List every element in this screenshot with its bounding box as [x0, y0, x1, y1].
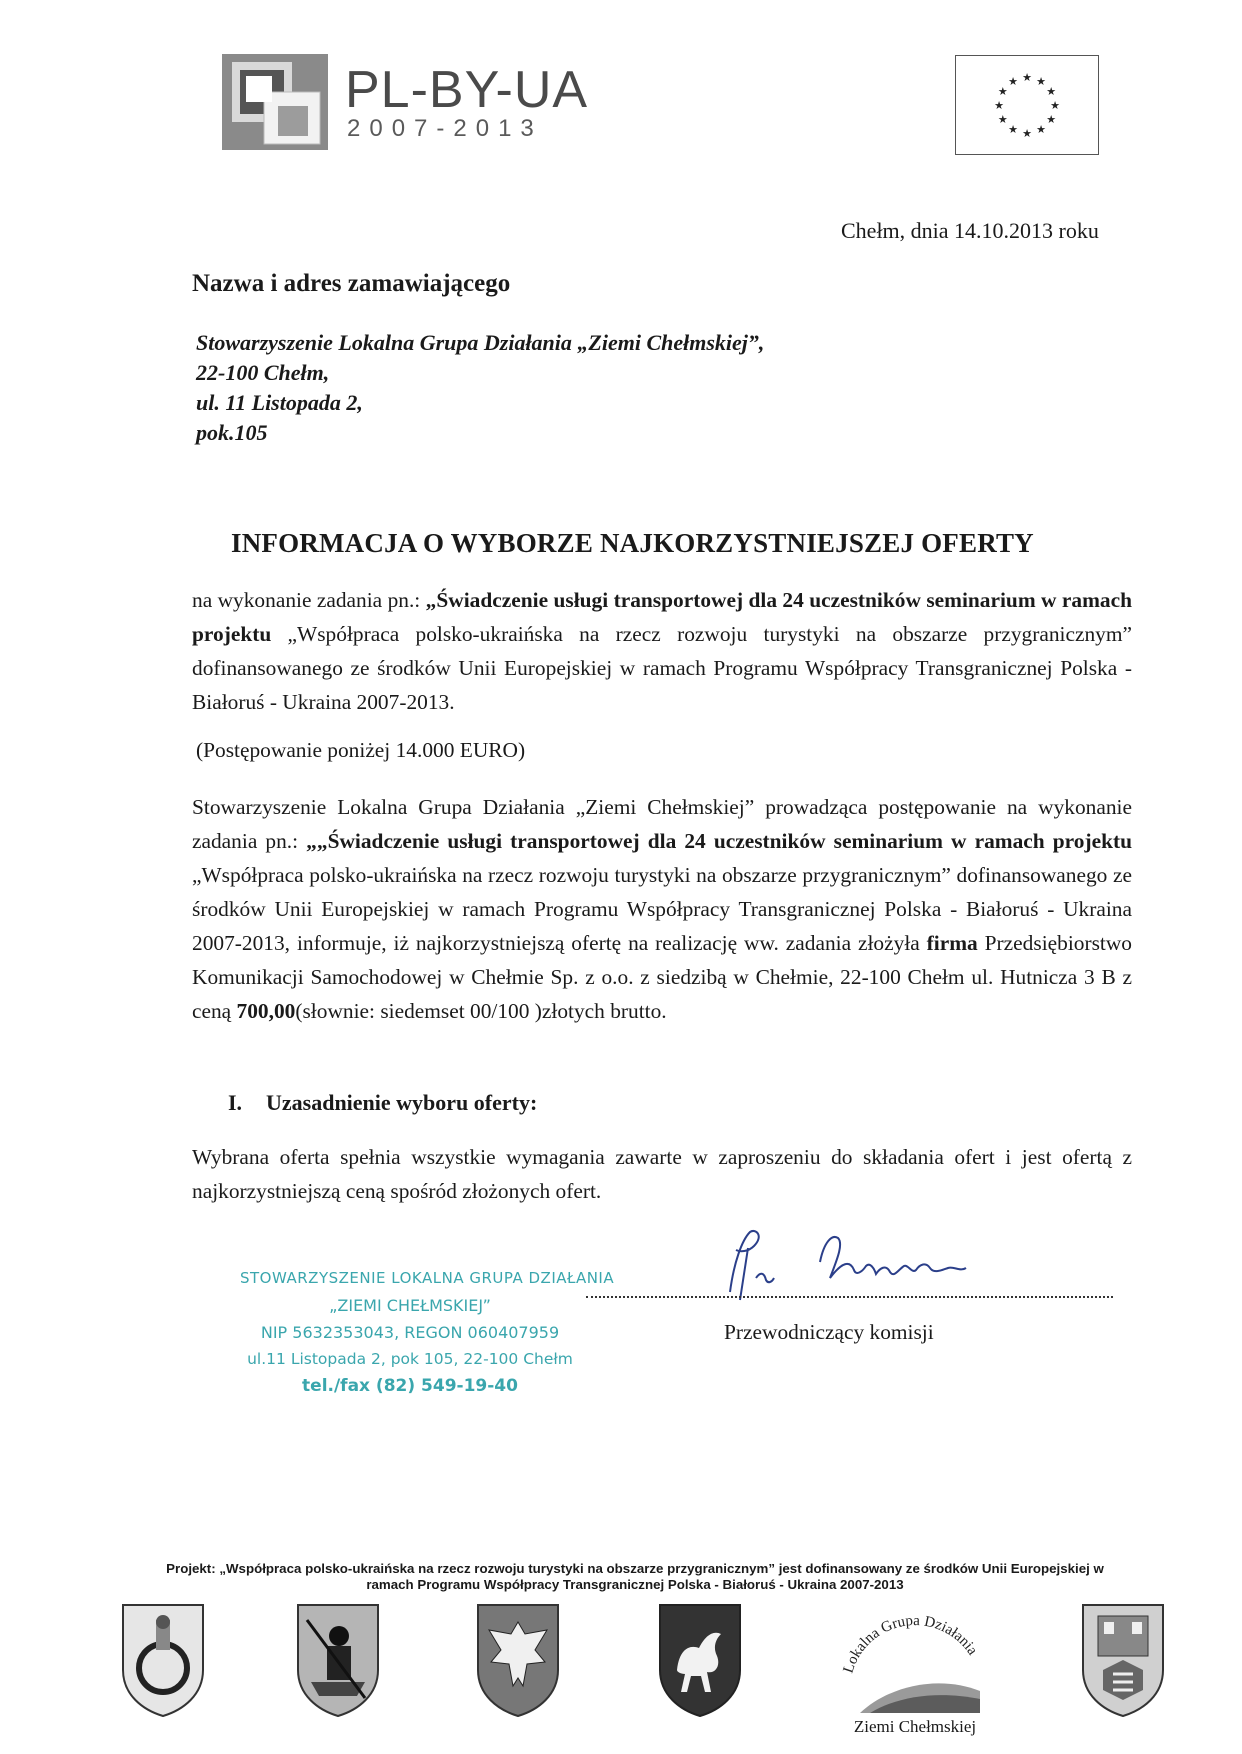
horseshoe-crest-icon — [118, 1600, 208, 1720]
program-logo-icon — [220, 52, 330, 152]
horse-crest-icon — [655, 1600, 745, 1720]
address-line: Stowarzyszenie Lokalna Grupa Działania „Ziemi Chełmskiej”, — [196, 330, 765, 355]
eu-star-icon: ★ — [1022, 128, 1032, 140]
eu-star-icon: ★ — [997, 86, 1008, 98]
program-logo-title: PL-BY-UA — [345, 61, 589, 119]
program-logo — [220, 52, 589, 157]
section-justification-heading — [228, 1090, 537, 1116]
program-logo-years: 2007-2013 — [347, 115, 543, 142]
eu-star-icon: ★ — [1046, 114, 1057, 126]
address-line: 22-100 Chełm, — [196, 360, 330, 385]
svg-text:Lokalna Grupa Działania — [840, 1613, 980, 1675]
stamp-line: NIP 5632353043, REGON 060407959 — [260, 1323, 560, 1342]
buyer-heading: Nazwa i adres zamawiającego — [192, 270, 511, 297]
paragraph-task-lead: na wykonanie zadania pn.: — [192, 588, 426, 612]
document-title: INFORMACJA O WYBORZE NAJKORZYSTNIEJSZEJ OFERTY — [231, 528, 1034, 558]
castle-crest-icon — [1078, 1600, 1168, 1720]
paragraph-task-rest: „Współpraca polsko-ukraińska na rzecz rozwoju turystyki na obszarze przygranicznym” dofinansowanego ze środków Unii Europejskiej w ramach Programu Współpracy Transgranicznej Polska - Białoruś - Ukraina 2007-2013. — [192, 622, 1132, 714]
eu-star-icon: ★ — [1008, 75, 1018, 88]
eu-star-icon: ★ — [1046, 86, 1057, 98]
signature-line — [586, 1296, 1113, 1298]
document-date: Chełm, dnia 14.10.2013 roku — [841, 218, 1099, 243]
eu-flag-icon — [955, 55, 1099, 155]
address-line: ul. 11 Listopada 2, — [196, 390, 363, 415]
organization-stamp — [240, 1265, 615, 1400]
eu-star-icon: ★ — [1036, 75, 1046, 88]
firm-label: firma — [926, 931, 978, 955]
boatman-crest-icon — [293, 1600, 383, 1720]
footer-project-note: Projekt: „Współpraca polsko-ukraińska na rzecz rozwoju turystyki na obszarze przygranicznym” jest dofinansowany ze środków Unii Europejskiej w ramach Programu Współpracy Transgranicznej Polska - Białoruś - Ukraina 2007-2013 — [166, 1561, 1104, 1592]
eu-star-icon: ★ — [997, 114, 1008, 126]
buyer-address — [196, 328, 764, 448]
eu-star-icon: ★ — [1036, 124, 1046, 137]
paragraph-decision-lead: Stowarzyszenie Lokalna Grupa Działania „Ziemi Chełmskiej” prowadząca postępowanie na wykonanie zadania pn.: — [192, 795, 1132, 853]
paragraph-task — [192, 583, 1132, 719]
section-justification-text: Wybrana oferta spełnia wszystkie wymagania zawarte w zaproszeniu do składania ofert i jest ofertą z najkorzystniejszą ceną spośród złożonych ofert. — [192, 1145, 1132, 1203]
eu-star-icon: ★ — [1050, 100, 1060, 112]
eu-star-icon: ★ — [994, 100, 1004, 112]
stamp-line: STOWARZYSZENIE LOKALNA GRUPA DZIAŁANIA — [240, 1269, 615, 1287]
section-number: I. — [228, 1090, 243, 1115]
paragraph-decision-middle: „Współpraca polsko-ukraińska na rzecz rozwoju turystyki na obszarze przygranicznym” dofinansowanego ze środków Unii Europejskiej w ramach Programu Współpracy Transgranicznej Polska - Białoruś - Ukraina 2007-2013, informuje, iż najkorzystniejszą ofertę na realizację ww. zadania złożyła — [192, 863, 1132, 955]
section-heading-text: Uzasadnienie wyboru oferty: — [266, 1090, 538, 1115]
lgd-logo-arc-text: Lokalna Grupa Działania — [840, 1612, 981, 1676]
handwritten-signature — [720, 1222, 980, 1312]
signature-caption: Przewodniczący komisji — [724, 1320, 934, 1344]
paragraph-decision-bold: „„Świadczenie usługi transportowej dla 24 uczestników seminarium w ramach projektu — [306, 829, 1132, 853]
stamp-line: ul.11 Listopada 2, pok 105, 22-100 Chełm — [247, 1350, 573, 1368]
eu-star-icon: ★ — [1022, 72, 1032, 84]
eagle-crest-icon — [473, 1600, 563, 1720]
lgd-logo-icon — [830, 1595, 1000, 1745]
stamp-line: tel./fax (82) 549-19-40 — [302, 1376, 518, 1396]
eu-star-icon: ★ — [1008, 124, 1018, 137]
firm-details: Przedsiębiorstwo Komunikacji Samochodowej w Chełmie Sp. z o.o. z siedzibą w Chełmie, 22-100 Chełm ul. Hutnicza 3 B z ceną — [192, 931, 1132, 1023]
threshold-note: (Postępowanie poniżej 14.000 EURO) — [196, 738, 526, 762]
price-value: 700,00 — [236, 999, 296, 1023]
paragraph-decision — [192, 790, 1132, 1028]
address-line: pok.105 — [196, 420, 268, 445]
price-words: (słownie: siedemset 00/100 )złotych brutto. — [295, 999, 667, 1023]
paragraph-task-bold: „Świadczenie usługi transportowej dla 24 uczestników seminarium w ramach projektu — [192, 588, 1133, 646]
lgd-logo-name: Ziemi Chełmskiej — [853, 1717, 977, 1736]
stamp-line: „ZIEMI CHEŁMSKIEJ” — [329, 1296, 491, 1315]
